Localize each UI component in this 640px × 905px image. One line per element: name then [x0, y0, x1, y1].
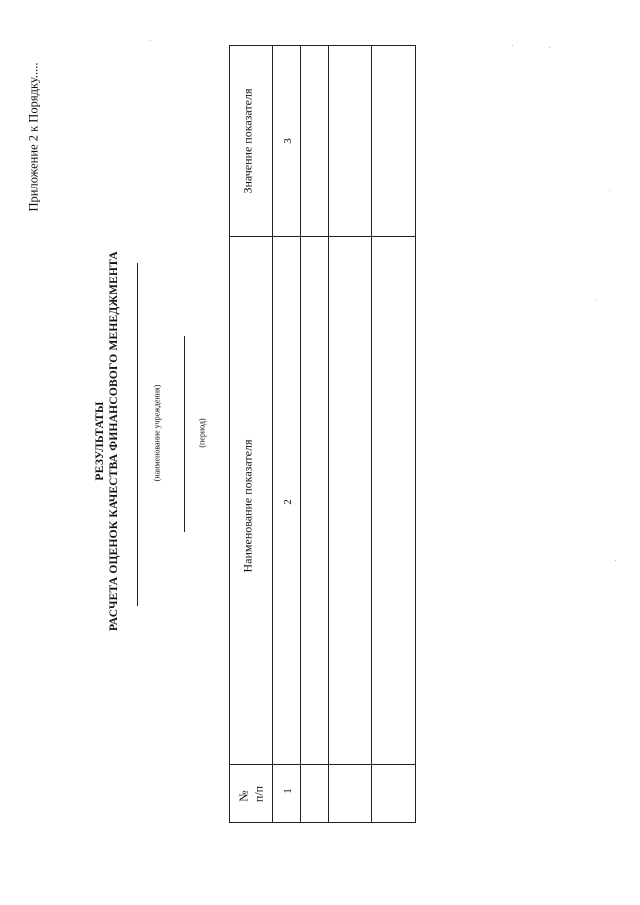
header-number-abbrev: п/п — [251, 785, 266, 803]
appendix-note: Приложение 2 к Порядку..... — [26, 62, 41, 212]
scan-speck — [150, 40, 151, 41]
institution-caption: (наименование учреждения) — [152, 384, 162, 482]
period-caption: (период) — [197, 418, 207, 448]
header-value: Значение показателя — [240, 88, 255, 194]
table-column-divider — [300, 46, 301, 822]
document-title: РЕЗУЛЬТАТЫ — [94, 401, 106, 481]
results-table — [229, 45, 416, 823]
table-row-divider — [230, 236, 415, 237]
column-number-1: 1 — [282, 788, 294, 794]
table-row-divider — [230, 764, 415, 765]
period-line — [184, 336, 185, 532]
document-subtitle: РАСЧЕТА ОЦЕНОК КАЧЕСТВА ФИНАНСОВОГО МЕНЕДЖМЕНТА — [108, 251, 120, 631]
header-number-symbol: № — [236, 790, 251, 802]
table-column-divider — [272, 46, 273, 822]
column-number-3: 3 — [282, 138, 294, 144]
scan-speck — [609, 190, 610, 191]
scan-speck — [596, 300, 597, 301]
column-number-2: 2 — [282, 499, 294, 505]
scan-speck — [549, 47, 550, 48]
header-name: Наименование показателя — [240, 439, 255, 573]
table-column-divider — [371, 46, 372, 822]
table-column-divider — [328, 46, 329, 822]
institution-name-line — [137, 263, 138, 606]
scan-speck — [615, 560, 616, 561]
scan-speck — [512, 45, 513, 46]
